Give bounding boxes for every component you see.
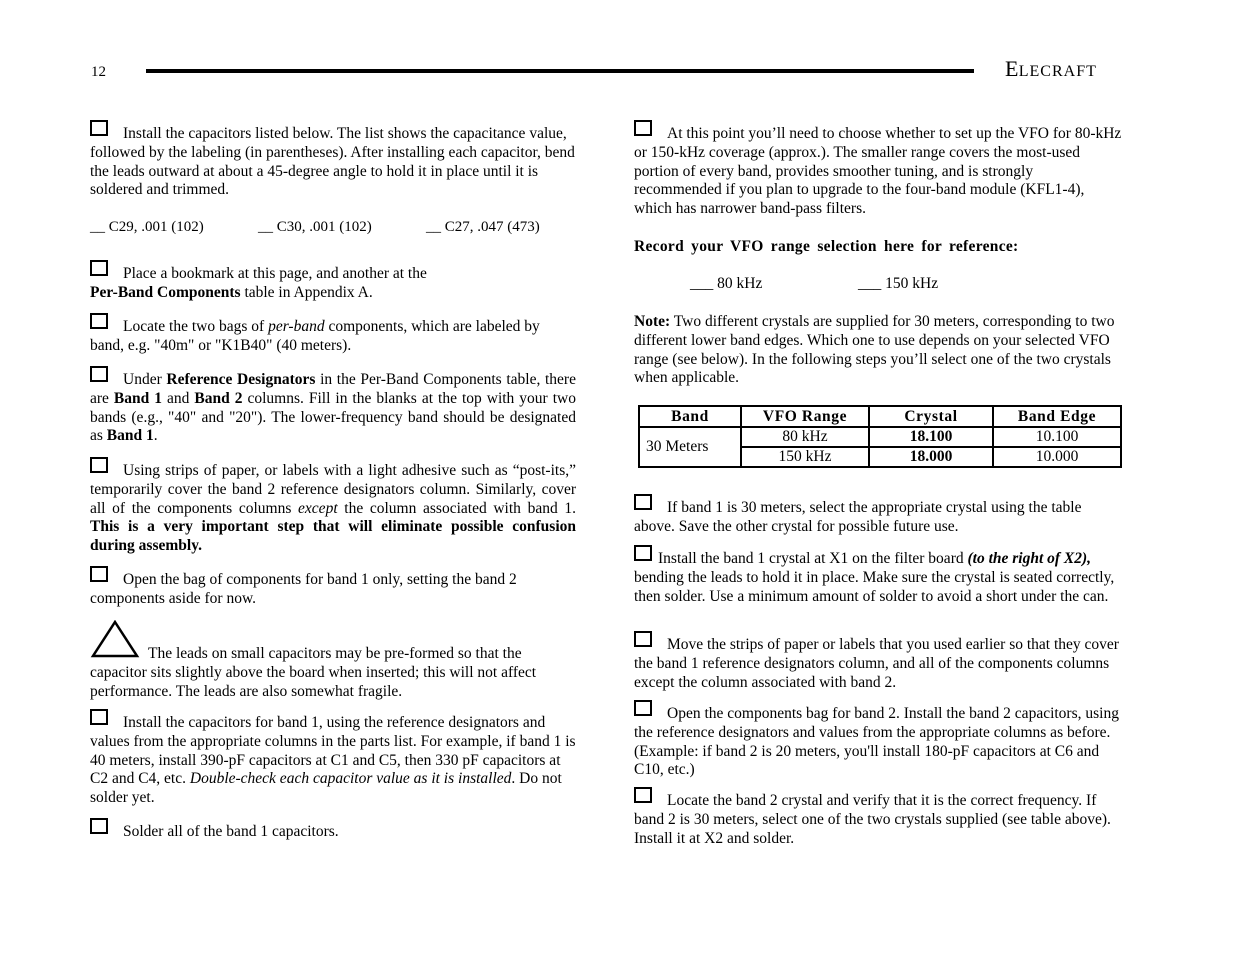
- checkbox-icon[interactable]: [634, 787, 652, 803]
- step-locate-band2-crystal: Locate the band 2 crystal and verify that it is the correct frequency. If band 2 is 30 meters, select one of the two crystals supplied (see table above). Install it at X2 and solder.: [634, 787, 1124, 848]
- table-header-row: [639, 406, 1121, 427]
- warning-triangle-icon: [90, 620, 140, 660]
- step-cover-columns: Using strips of paper, or labels with a light adhesive such as “post-its,” temporarily cover the band 2 reference designators column. Similarly, cover all of the components columns except the column associated with band 1. This is a very important step that will eliminate possible confusion during assembly.: [90, 457, 576, 556]
- crystal-note: Note: Two different crystals are supplied for 30 meters, corresponding to two different lower band edges. Which one to use depends on your selected VFO range (see below). In the following steps you’ll select one of the two crystals when applicable.: [634, 313, 1115, 387]
- band-cell: 30 Meters: [639, 427, 741, 467]
- step-bookmark: Place a bookmark at this page, and another at the Per-Band Components table in Appendix A.: [90, 260, 576, 303]
- checkbox-icon[interactable]: [90, 709, 108, 725]
- checkbox-icon[interactable]: [90, 566, 108, 582]
- checkbox-icon[interactable]: [634, 120, 652, 136]
- table-row: [639, 427, 1121, 447]
- checkbox-icon[interactable]: [634, 700, 652, 716]
- crystal-cell: 18.100: [869, 427, 993, 447]
- column-header: Crystal: [869, 406, 993, 427]
- step-open-bag: Open the bag of components for band 1 only, setting the band 2 components aside for now.: [90, 566, 576, 609]
- brand-initial: E: [1005, 56, 1019, 81]
- vfo-option-150[interactable]: ___ 150 kHz: [858, 275, 939, 292]
- column-header: VFO Range: [741, 406, 869, 427]
- capacitor-item: __ C27, .047 (473): [426, 219, 540, 235]
- checkbox-icon[interactable]: [634, 545, 652, 561]
- step-vfo-choice: At this point you’ll need to choose whether to set up the VFO for 80-kHz or 150-kHz coverage (approx.). The smaller range covers the most-used portion of every band, provides smoother tuning, and is strongly recommended if you plan to upgrade to the four-band module (KFL1-4), which has narrower band-pass filters.: [634, 120, 1124, 219]
- column-header: Band Edge: [993, 406, 1121, 427]
- step-select-crystal: If band 1 is 30 meters, select the appropriate crystal using the table above. Save the other crystal for possible future use.: [634, 494, 1124, 537]
- caution-note: The leads on small capacitors may be pre-formed so that the capacitor sits slightly above the board when inserted; this will not affect performance. The leads are also somewhat fragile.: [90, 620, 576, 701]
- capacitor-item: __ C30, .001 (102): [258, 219, 372, 235]
- crystal-cell: 18.000: [869, 447, 993, 467]
- step-install-band1-crystal: Install the band 1 crystal at X1 on the filter board (to the right of X2), bending the leads to hold it in place. Make sure the crystal is seated correctly, then solder. Use a minimum amount of solder to avoid a short under the can.: [634, 545, 1124, 606]
- capacitor-item: __ C29, .001 (102): [90, 219, 204, 235]
- step-open-band2-bag: Open the components bag for band 2. Install the band 2 capacitors, using the reference designators and values from the appropriate columns as before. (Example: if band 2 is 20 meters, you'll install 180-pF capacitors at C6 and C10, etc.): [634, 700, 1124, 780]
- checkbox-icon[interactable]: [90, 120, 108, 136]
- checkbox-icon[interactable]: [90, 313, 108, 329]
- vfo-range-cell: 80 kHz: [741, 427, 869, 447]
- crystal-table: [638, 405, 1122, 468]
- record-vfo-label: Record your VFO range selection here for reference:: [634, 238, 1019, 255]
- checkbox-icon[interactable]: [90, 818, 108, 834]
- vfo-range-cell: 150 kHz: [741, 447, 869, 467]
- step-solder-band1: Solder all of the band 1 capacitors.: [90, 818, 576, 842]
- band-edge-cell: 10.000: [993, 447, 1121, 467]
- page-number: 12: [91, 64, 106, 80]
- brand-rest: LECRAFT: [1018, 63, 1097, 80]
- checkbox-icon[interactable]: [634, 494, 652, 510]
- vfo-option-80[interactable]: ___ 80 kHz: [690, 275, 763, 292]
- checkbox-icon[interactable]: [90, 260, 108, 276]
- checkbox-icon[interactable]: [90, 457, 108, 473]
- step-locate-bags: Locate the two bags of per-band components, which are labeled by band, e.g. "40m" or "K1B40" (40 meters).: [90, 313, 576, 356]
- header-rule: [146, 69, 974, 73]
- step-install-capacitors: Install the capacitors listed below. The list shows the capacitance value, followed by the labeling (in parentheses). After installing each capacitor, bend the leads outward at about a 45-degree angle to hold it in place until it is soldered and trimmed.: [90, 120, 576, 200]
- checkbox-icon[interactable]: [90, 366, 108, 382]
- step-reference-designators: Under Reference Designators in the Per-Band Components table, there are Band 1 and Band 2 columns. Fill in the blanks at the top with your two bands (e.g., "40" and "20"). The lower-frequency band should be designated as Band 1.: [90, 366, 576, 446]
- checkbox-icon[interactable]: [634, 631, 652, 647]
- step-move-strips: Move the strips of paper or labels that you used earlier so that they cover the band 1 reference designators column, and all of the components columns except the column associated with band 2.: [634, 631, 1124, 692]
- step-install-band1-caps: Install the capacitors for band 1, using the reference designators and values from the appropriate columns in the parts list. For example, if band 1 is 40 meters, install 390-pF capacitors at C1 and C5, then 330 pF capacitors at C2 and C4, etc. Double-check each capacitor value as it is installed. Do not solder yet.: [90, 709, 576, 808]
- brand-name: [1005, 56, 1097, 82]
- band-edge-cell: 10.100: [993, 427, 1121, 447]
- column-header: Band: [639, 406, 741, 427]
